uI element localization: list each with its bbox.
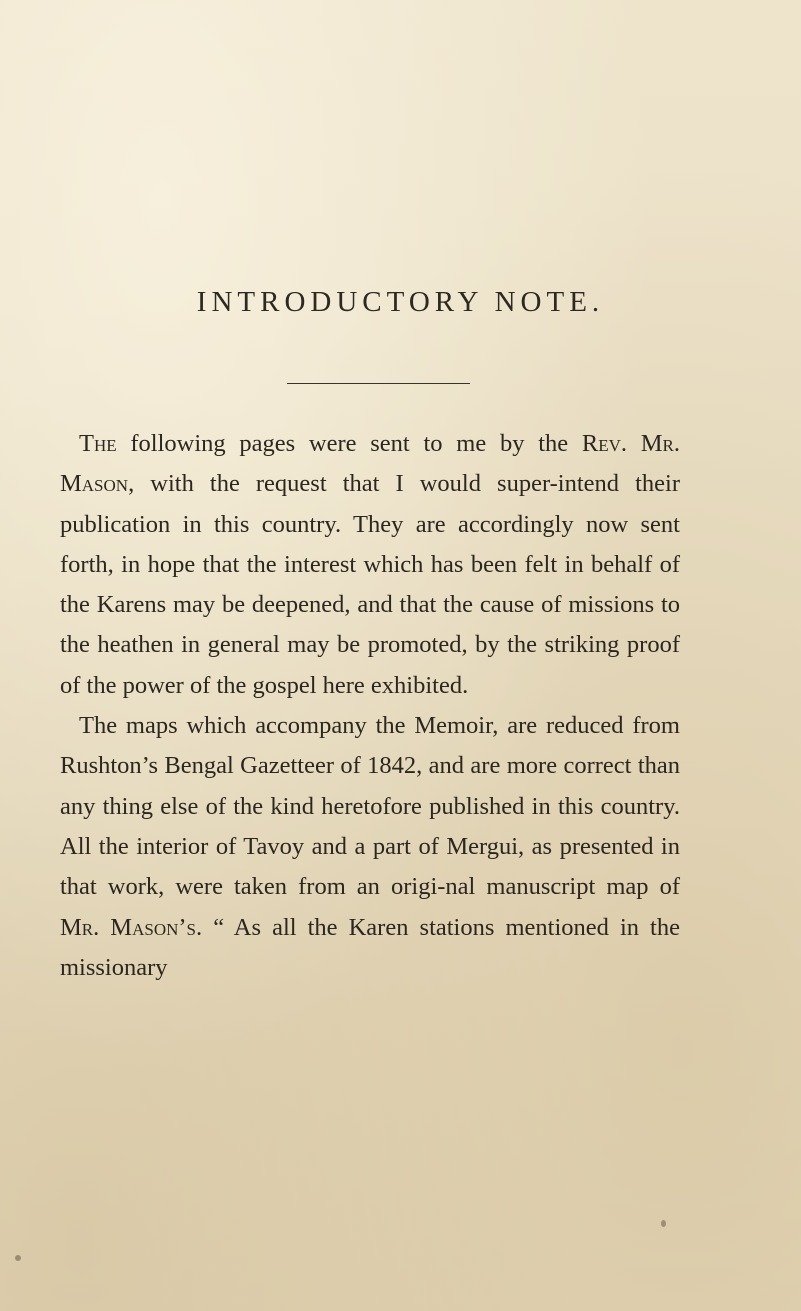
paragraph-2 [60, 706, 680, 988]
paragraph-1-lead: The [79, 430, 117, 457]
paragraph-1-text-b: , with the request that I would super-intend their publication in this country. They are accordingly now sent forth, in hope that the interest which has been felt in behalf of the Karens may be deepened, and that the cause of missions to the heathen in general may be promoted, by the striking proof of the power of the gospel here exhibited. [60, 470, 680, 699]
paragraph-1 [60, 424, 680, 706]
author-possessive: Mr. Mason’s [60, 913, 196, 941]
author-name: Rev. Mr. Mason [60, 430, 680, 498]
title-divider [287, 383, 470, 384]
page-title: INTRODUCTORY NOTE. [196, 286, 605, 318]
body-text [60, 424, 680, 988]
paragraph-2-text-b: . “ As all the Karen stations mentioned in the missionary [60, 913, 680, 981]
paragraph-2-text-a: The maps which accompany the Memoir, are reduced from Rushton’s Bengal Gazetteer of 1842, and are more correct than any thing else of the kind heretofore published in this country. All the interior of Tavoy and a part of Mergui, as presented in that work, were taken from an origi-nal manuscript map of [60, 712, 680, 901]
paragraph-1-text-a: following pages were sent to me by the [116, 430, 582, 457]
paper-speck [661, 1220, 666, 1227]
paper-speck [15, 1255, 21, 1261]
